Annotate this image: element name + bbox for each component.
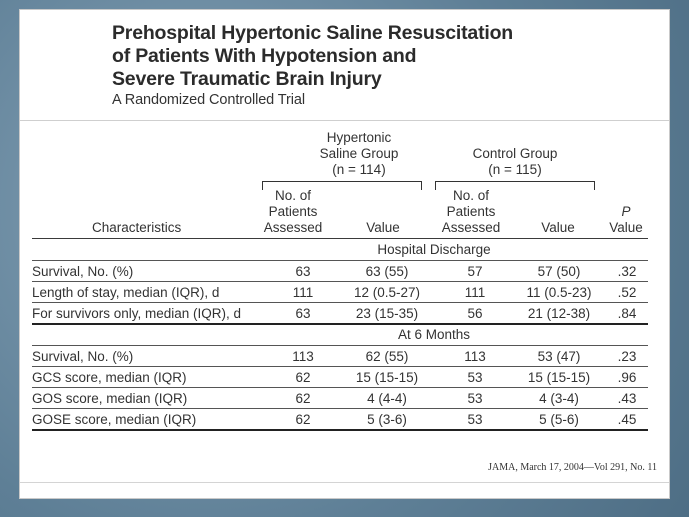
control-line-2: (n = 115) [488,162,542,177]
control-group-header [440,146,590,178]
row-label: GOSE score, median (IQR) [32,412,197,427]
hs-assessed-cell: 62 [295,370,311,385]
control-value-cell: 15 (15-15) [527,370,591,385]
control-assessed-line-3: Assessed [441,220,501,235]
hs-assessed-cell: 111 [292,285,314,300]
hypertonic-group-header [282,130,436,178]
hs-value-cell: 12 (0.5-27) [353,285,421,300]
hs-value-cell: 4 (4-4) [367,391,407,406]
control-line-1: Control Group [472,146,558,161]
row-label: Length of stay, median (IQR), d [32,285,220,300]
section-rule [32,345,648,346]
control-assessed-cell: 56 [467,306,483,321]
hs-assessed-line-3: Assessed [263,220,323,235]
section-rule [32,260,648,261]
control-value-cell: 11 (0.5-23) [526,285,592,300]
hypertonic-line-1: Hypertonic [326,130,392,145]
article-title [112,22,513,91]
row-rule [32,302,648,303]
hs-value-cell: 5 (3-6) [367,412,407,427]
p-value-header [604,204,648,236]
title-line-2: of Patients With Hypotension and [112,45,417,67]
hs-assessed-header [248,188,338,236]
row-label: For survivors only, median (IQR), d [32,306,242,321]
control-assessed-cell: 53 [467,370,483,385]
title-line-3: Severe Traumatic Brain Injury [112,68,382,90]
section-title: At 6 Months [397,327,471,342]
hs-assessed-cell: 113 [292,349,314,364]
control-value-cell: 57 (50) [537,264,581,279]
title-line-1: Prehospital Hypertonic Saline Resuscitation [112,22,514,44]
hypertonic-line-3: (n = 114) [332,162,386,177]
p-label: P [621,204,631,219]
p-value-cell: .32 [617,264,637,279]
header-divider [20,120,669,121]
control-assessed-line-2: Patients [446,204,496,219]
p-value-cell: .96 [617,370,637,385]
row-rule [32,281,648,282]
hs-assessed-cell: 63 [295,264,311,279]
control-assessed-cell: 111 [464,285,486,300]
control-value-cell: 21 (12-38) [527,306,591,321]
hs-value-cell: 63 (55) [365,264,409,279]
p-value-label: Value [609,220,643,235]
hs-value-cell: 15 (15-15) [355,370,419,385]
citation: JAMA, March 17, 2004—Vol 291, No. 11 [488,462,657,473]
footer-divider [20,482,669,483]
control-value-cell: 53 (47) [537,349,581,364]
hypertonic-line-2: Saline Group [319,146,399,161]
row-rule [32,387,648,388]
control-value-cell: 4 (3-4) [539,391,579,406]
hs-assessed-line-1: No. of [274,188,312,203]
p-value-cell: .52 [617,285,637,300]
p-value-cell: .84 [617,306,637,321]
section-title: Hospital Discharge [377,242,491,257]
article-subtitle: A Randomized Controlled Trial [112,92,305,108]
hs-assessed-line-2: Patients [268,204,318,219]
control-assessed-cell: 53 [467,391,483,406]
hs-assessed-cell: 62 [295,391,311,406]
slide-page [20,10,669,498]
row-label: GOS score, median (IQR) [32,391,188,406]
control-assessed-cell: 113 [464,349,486,364]
row-label: Survival, No. (%) [32,349,134,364]
column-header-rule [32,238,648,239]
row-rule [32,429,648,431]
characteristics-header: Characteristics [92,220,182,235]
control-value-cell: 5 (5-6) [539,412,579,427]
hs-value-header: Value [366,220,400,235]
hs-value-cell: 23 (15-35) [355,306,419,321]
hs-value-cell: 62 (55) [365,349,409,364]
hs-assessed-cell: 62 [295,412,311,427]
control-assessed-line-1: No. of [452,188,490,203]
p-value-cell: .45 [617,412,637,427]
control-assessed-cell: 53 [467,412,483,427]
control-assessed-header [426,188,516,236]
row-rule [32,408,648,409]
row-label: GCS score, median (IQR) [32,370,187,385]
p-value-cell: .43 [617,391,637,406]
row-rule [32,366,648,367]
control-assessed-cell: 57 [467,264,483,279]
row-label: Survival, No. (%) [32,264,134,279]
p-value-cell: .23 [617,349,637,364]
hs-assessed-cell: 63 [295,306,311,321]
control-value-header: Value [541,220,575,235]
row-rule [32,323,648,325]
